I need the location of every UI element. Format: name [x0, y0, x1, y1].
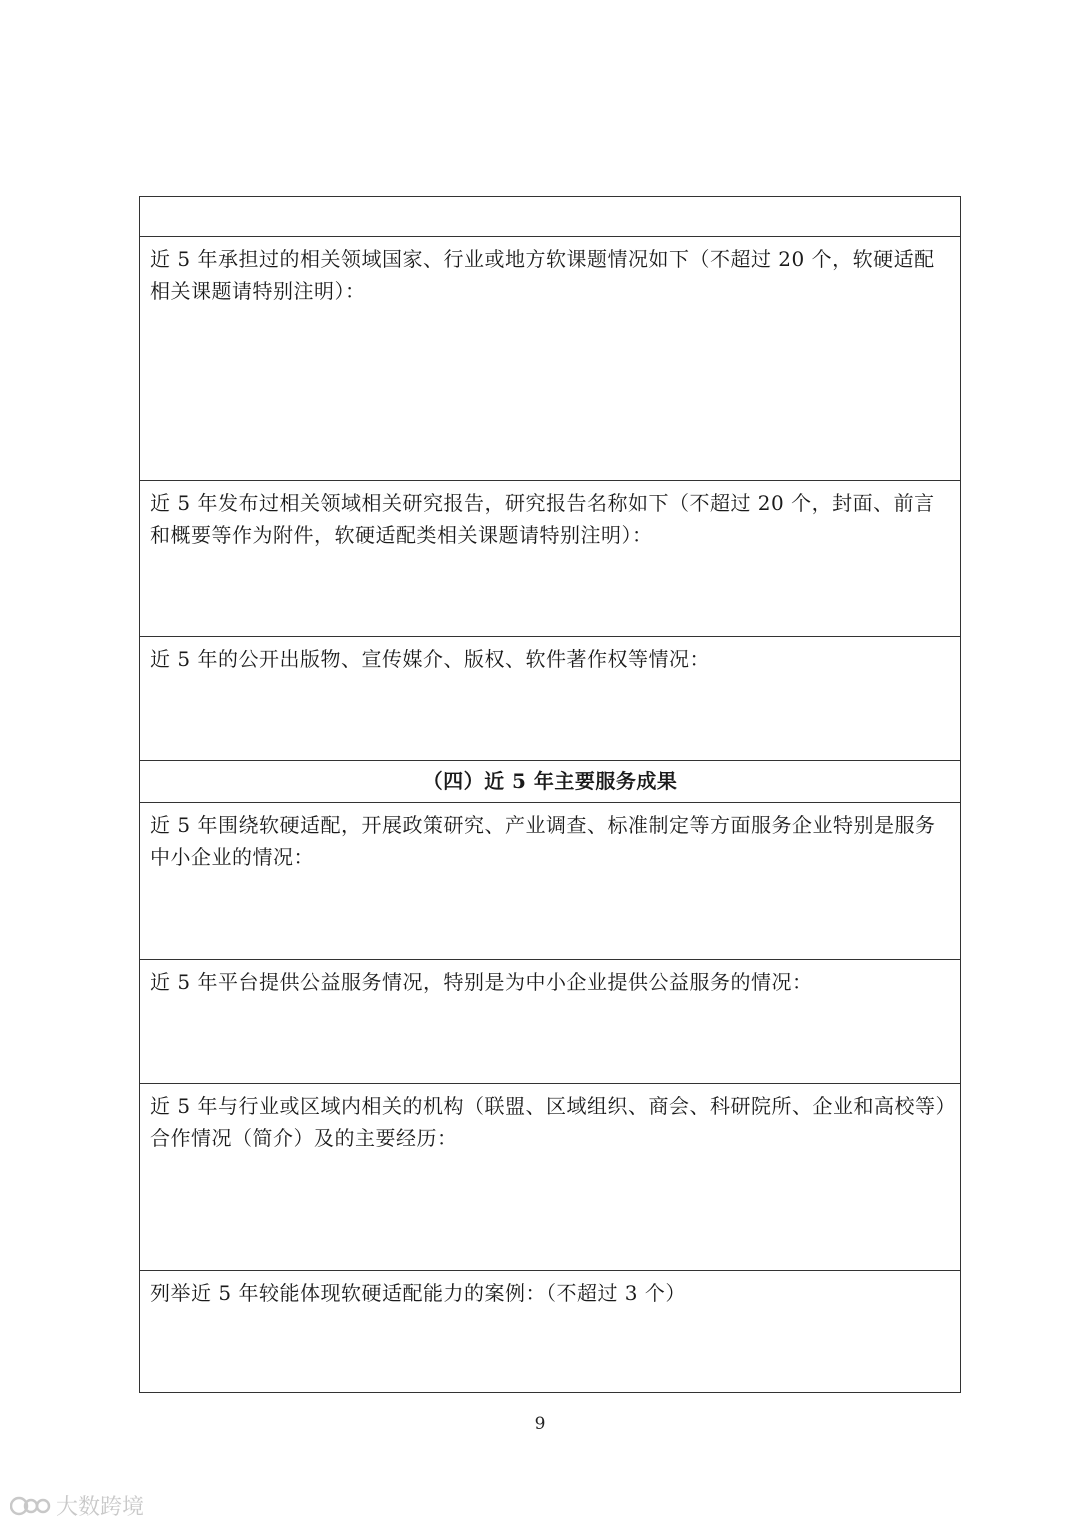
table-row-cases	[140, 1271, 960, 1393]
page-number: 9	[534, 1414, 546, 1434]
watermark-text: 大数跨境	[56, 1495, 145, 1520]
section-header	[140, 761, 960, 803]
table-row-publications	[140, 637, 960, 761]
form-table	[139, 196, 961, 1393]
row-prompt: 列举近 5 年较能体现软硬适配能力的案例：（不超过 3 个）	[150, 1281, 686, 1305]
row-prompt: 近 5 年承担过的相关领域国家、行业或地方软课题情况如下（不超过 20 个，软硬适配相关课题请特别注明）：	[150, 247, 935, 303]
table-row-public-services	[140, 960, 960, 1084]
row-prompt: 近 5 年围绕软硬适配，开展政策研究、产业调查、标准制定等方面服务企业特别是服务中小企业的情况：	[150, 813, 936, 869]
table-row-enterprise-services	[140, 803, 960, 960]
row-prompt: 近 5 年与行业或区域内相关的机构（联盟、区域组织、商会、科研院所、企业和高校等）合作情况（简介）及的主要经历：	[150, 1094, 946, 1150]
table-row-soft-projects	[140, 237, 960, 481]
row-prompt: 近 5 年发布过相关领域相关研究报告，研究报告名称如下（不超过 20 个，封面、前言和概要等作为附件，软硬适配类相关课题请特别注明）：	[150, 491, 935, 547]
watermark-logo-icon	[10, 1493, 52, 1519]
row-prompt: 近 5 年平台提供公益服务情况，特别是为中小企业提供公益服务的情况：	[150, 970, 813, 994]
table-row-blank	[140, 197, 960, 237]
table-row-research-reports	[140, 481, 960, 637]
watermark	[10, 1490, 144, 1521]
table-row-cooperation	[140, 1084, 960, 1271]
row-prompt: 近 5 年的公开出版物、宣传媒介、版权、软件著作权等情况：	[150, 647, 710, 671]
section-title: （四）近 5 年主要服务成果	[422, 769, 678, 793]
